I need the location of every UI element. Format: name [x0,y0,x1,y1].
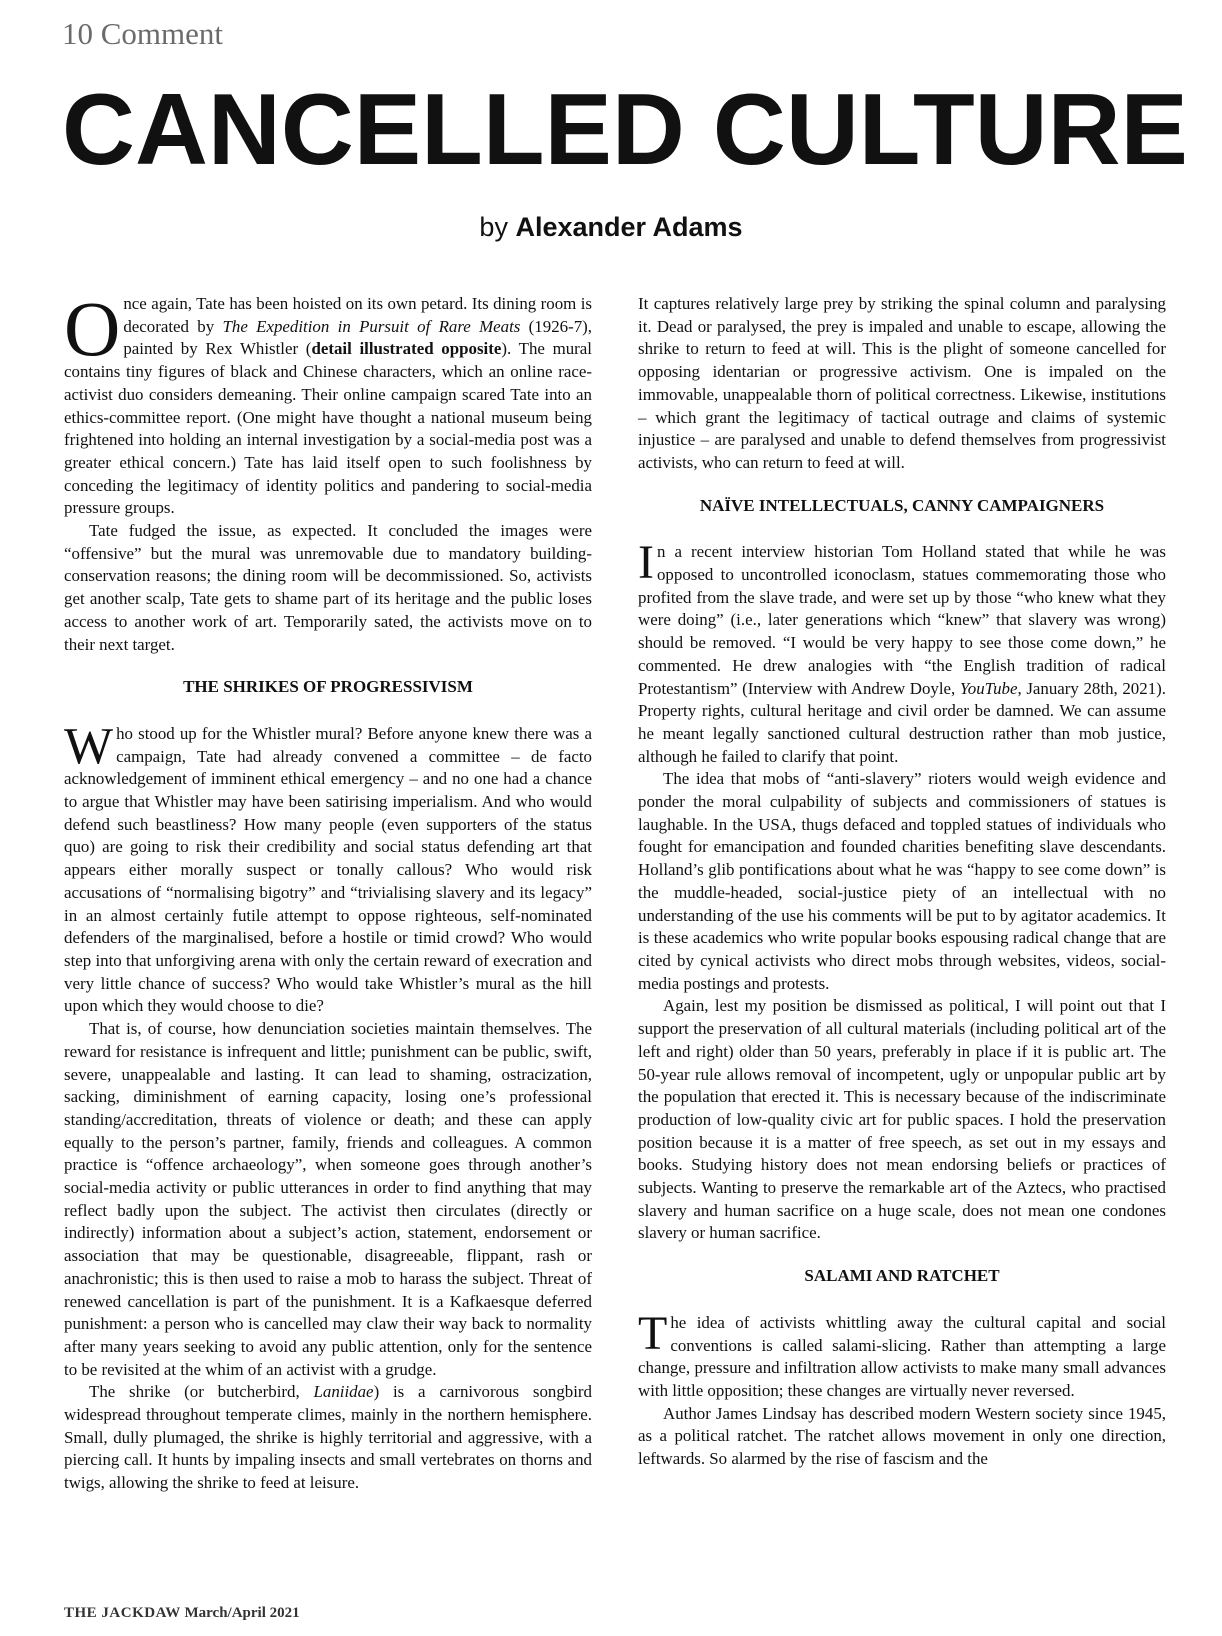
drop-cap: W [64,717,114,775]
paragraph-text: (1926-7), painted by Rex Whistler ( [123,316,593,359]
page-number: 10 [62,16,93,51]
drop-cap: O [64,285,121,372]
article-paragraph: Tate fudged the issue, as expected. It concluded the images were “offensive” but the mural was unremovable due to mandatory building-conservation reasons; the dining room will be decommissioned. So, activists get another scalp, Tate gets to shame part of its heritage and the public loses access to another work of art. Temporarily sated, the activists move on to their next target. [64,521,592,654]
page-footer [64,1605,300,1622]
article-paragraph: Author James Lindsay has described modern Western society since 1945, as a political ratchet. The ratchet allows movement in only one direction, leftwards. So alarmed by the rise of fascism and the [638,1403,1166,1469]
byline-prefix: by [479,212,508,242]
article-paragraph [64,1381,592,1495]
article-paragraph: That is, of course, how denunciation societies maintain themselves. The reward for resistance is infrequent and little; punishment can be public, swift, severe, unappealable and lasting. It can lead to shaming, ostracization, sacking, diminishment of earning capacity, losing one’s professional standing/accreditation, threats of violence or death; and these can apply equally to the person’s partner, family, friends and colleagues. A common practice is “offence archaeology”, when someone goes through another’s social-media activity or public utterances in order to find anything that may reflect badly upon the subject. The activist then circulates (directly or indirectly) information about a subject’s action, statement, endorsement or association that may be questionable, disagreeable, flippant, rash or anachronistic; this is then used to raise a mob to harass the subject. Threat of renewed cancellation is part of the punishment. It is a Kafkaesque deferred punishment: a person who is cancelled may claw their way back to normality after many years seeking to avoid any public attention, only for the sentence to be revisited at the whim of an activist with a grudge. [64,1019,592,1379]
paragraph-text: , January 28th, 2021). Property rights, cultural heritage and civil order be damned. We can assume he meant legally sanctioned cultural destruction rather than mob justice, although he failed to clarify that point. [638,678,1166,766]
article-column-left [64,285,593,1495]
paragraph-text: ). The mural contains tiny figures of black and Chinese characters, which an online race-activist duo considers demeaning. Their online campaign scared Tate into an ethics-committee report. (One might have thought a national museum being frightened into holding an internal investigation by a social-media post was a greater ethical concern.) Tate has laid itself open to such foolishness by conceding the legitimacy of identity politics and pandering to social-media pressure groups. [64,339,592,518]
article-paragraph [638,1306,1166,1403]
article-column-right [638,293,1166,1471]
article-paragraph [638,536,1166,768]
artwork-title: The Expedition in Pursuit of Rare Meats [222,316,521,336]
paragraph-text: ) is a carnivorous songbird widespread throughout temperate climes, mainly in the northern hemisphere. Small, dully plumaged, the shrike is highly territorial and aggressive, with a piercing call. It hunts by impaling insects and small vertebrates on thorns and twigs, allowing the shrike to feed at leisure. [64,1382,592,1493]
image-caption-reference: detail illustrated opposite [311,339,502,359]
section-heading: THE SHRIKES OF PROGRESSIVISM [183,677,473,697]
article-paragraph: It captures relatively large prey by striking the spinal column and paralysing it. Dead or paralysed, the prey is impaled and unable to escape, allowing the shrike to return to feed at will. This is the plight of someone cancelled for opposing identarian or progressive activism. One is impaled on the immovable, unappealable thorn of political correctness. Likewise, institutions – which grant the legitimacy of tactical outrage and claims of systemic injustice – are paralysed and unable to defend themselves from progressivist activists, who can return to feed at will. [638,294,1166,472]
latin-name: Laniidae [313,1382,374,1402]
page-header [62,18,223,49]
byline [0,212,1222,243]
paragraph-text: he idea of activists whittling away the cultural capital and social conventions is called salami-slicing. Rather than attempting a large change, pressure and infiltration allow activists to make many small advances with little opposition; these changes are virtually never reversed. [638,1312,1166,1400]
source-name: YouTube [959,678,1018,698]
publication-name: THE JACKDAW [64,1605,181,1621]
article-paragraph [64,717,592,1018]
article-paragraph [64,285,593,520]
paragraph-text: The shrike (or butcherbird, [89,1382,314,1402]
drop-cap: I [638,536,654,590]
byline-author: Alexander Adams [515,212,743,242]
section-heading: SALAMI AND RATCHET [804,1266,1000,1286]
article-headline: CANCELLED CULTURE [62,74,1188,186]
paragraph-text: n a recent interview historian Tom Holland stated that while he was opposed to uncontrolled iconoclasm, statues commemorating those who profited from the slave trade, and were set up by those “who knew what they were doing” (i.e., later generations which “knew” that slavery was wrong) should be removed. “I would be very happy to see those come down,” he commented. He drew analogies with “the English tradition of radical Protestantism” (Interview with Andrew Doyle, [638,542,1166,698]
article-paragraph: The idea that mobs of “anti-slavery” rioters would weigh evidence and ponder the moral culpability of subjects and commissioners of statues is laughable. In the USA, thugs defaced and toppled statues of individuals who fought for emancipation and founded charities benefiting slave descendants. Holland’s glib pontifications about what he was “happy to see come down” is the muddle-headed, social-justice piety of an intellectual with no understanding of the use his comments will be put to by agitator academics. It is these academics who write popular books espousing radical change that are cited by cynical activists who direct mobs through websites, videos, social-media postings and protests. [638,769,1166,993]
article-paragraph: Again, lest my position be dismissed as political, I will point out that I support the preservation of all cultural materials (including political art of the left and right) older than 50 years, preferably in place if it is public art. The 50-year rule allows removal of incompetent, ugly or unpopular public art by the population that erected it. This is necessary because of the indiscriminate production of low-quality civic art for public spaces. I hold the preservation position because it is a matter of free speech, as set out in my essays and books. Studying history does not mean endorsing beliefs or practices of subjects. Wanting to preserve the remarkable art of the Aztecs, who practised slavery and human sacrifice on a huge scale, does not mean one condones slavery or human sacrifice. [638,996,1166,1243]
drop-cap: T [638,1306,668,1360]
issue-date: March/April 2021 [184,1605,300,1621]
paragraph-text: nce again, Tate has been hoisted on its own petard. Its dining room is decorated by [123,294,592,336]
paragraph-text: ho stood up for the Whistler mural? Before anyone knew there was a campaign, Tate had already convened a committee – de facto acknowledgement of imminent ethical emergency – and no one had a chance to argue that Whistler may have been satirising imperialism. And who would defend such beastliness? How many people (even supporters of the status quo) are going to risk their credibility and social status defending art that appears either morally suspect or tonally callous? Who would risk accusations of “normalising bigotry” and “trivialising slavery and its legacy” in an almost certainly futile attempt to oppose righteous, self-nominated defenders of the marginalised, before a hostile or timid crowd? Who would step into that unforgiving arena with only the certain reward of execration and very little chance of success? Who would take Whistler’s mural as the hill upon which they would choose to die? [64,723,592,1016]
section-heading: NAÏVE INTELLECTUALS, CANNY CAMPAIGNERS [699,495,1105,515]
section-label: Comment [100,16,224,51]
